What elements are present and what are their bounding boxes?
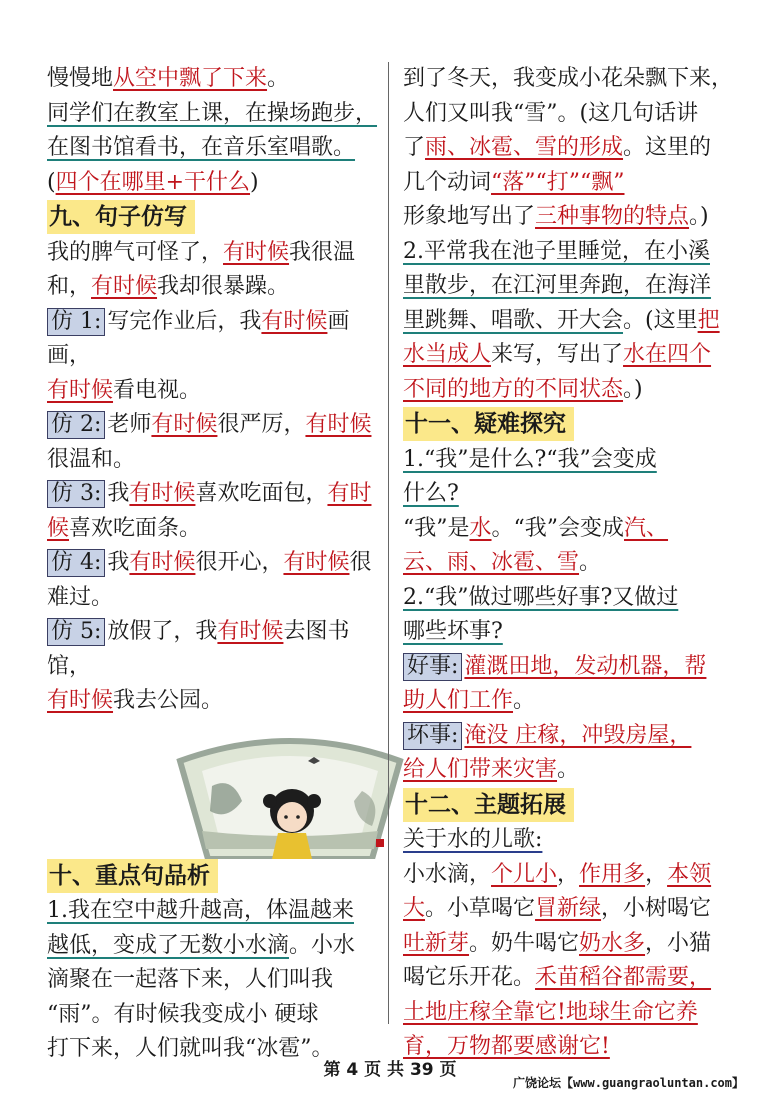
text: 。小草喝它 [425,896,536,921]
text: 来写，写出了 [491,342,624,367]
example-line [47,270,377,305]
text-line [47,929,377,964]
answer: 有时候 [283,550,350,575]
text: 。 [579,550,602,575]
answer: 汽、 [624,515,669,541]
answer: 灌溉田地，发动机器，帮 [464,653,707,679]
answer: 禾苗稻谷都需要， [535,965,712,990]
text: 慢慢地 [47,66,114,91]
answer: 水在四个 [623,342,712,367]
imitation-1 [47,305,377,374]
text-line: 2.平常我在池子里睡觉，在小溪 [403,238,710,264]
answer: 从空中飘了下来 [113,66,268,91]
imitation-tag: 仿 4: [47,549,105,577]
page-number: 第 4 页 共 39 页 [323,1060,457,1080]
text-line [403,338,738,373]
bad-deeds-tag: 坏事: [403,722,462,750]
text: 写完作业后，我 [107,308,262,334]
answer: 三种事物的特点 [535,204,690,229]
answer: 水当成人 [403,342,492,367]
imitation-2-cont: 很温和。 [47,446,136,472]
text: 小水滴， [403,861,492,887]
answer: 本领 [667,861,712,887]
text: 。) [623,376,643,402]
answer: 有时候 [305,412,372,437]
text: ， [557,861,580,887]
imitation-5 [47,615,377,684]
answer: 有时候 [151,412,218,437]
answer: 个儿小 [491,861,558,887]
text: 几个动词 [403,169,492,195]
answer: 作用多 [579,861,646,887]
answer: “落”“打”“飘” [491,169,625,195]
answer: 有时候 [129,550,196,575]
text-line: 在图书馆看书，在音乐室唱歌。 [47,135,356,160]
text: 我的脾气可怪了， [47,239,224,265]
question-line: 2.“我”做过哪些好事?又做过 [403,584,679,610]
imitation-3-cont [47,512,377,547]
text: 。 [267,66,290,91]
section-heading-10: 十、重点句品析 [47,859,218,893]
note-line [47,166,377,201]
song-line: 育，万物都要感谢它! [403,1034,610,1059]
text: 了 [403,135,426,160]
text: 老师 [107,412,152,437]
song-title: 关于水的儿歌: [403,827,543,852]
text: 喜欢吃面条。 [69,515,202,541]
imitation-5-cont [47,684,377,719]
text: 。 [557,757,580,782]
answer: 大 [403,896,426,921]
text: 我去公园 [113,688,202,713]
imitation-4-cont: 难过。 [47,584,114,610]
right-column [403,62,738,1065]
text: 看电视。 [113,377,202,403]
answer: 助人们工作 [403,688,514,713]
column-divider [388,62,389,1024]
imitation-tag: 仿 2: [47,411,105,439]
text: 。) [689,204,709,229]
imitation-tag: 仿 3: [47,480,105,508]
song-line: 土地庄稼全靠它!地球生命它养 [403,999,698,1025]
text: 我 [107,481,130,506]
imitation-1-cont [47,374,377,409]
answer: 吐新芽 [403,930,470,956]
question-line: 哪些坏事? [403,619,503,644]
text: 里跳舞、唱歌、开大会 [403,307,624,333]
answer: 冒新绿 [535,896,602,921]
text: 喜欢吃面包， [195,481,328,506]
bad-deeds-line [403,719,738,754]
answer: 有时 [327,481,372,506]
text: 越低，变成了无数小水滴 [47,932,290,958]
answer: 有时候 [91,274,158,299]
text: 我很温 [289,239,356,265]
text: 很开心， [195,550,284,575]
good-deeds-tag: 好事: [403,653,462,681]
text: 。“我”会变成 [491,515,625,541]
song-line [403,892,738,927]
imitation-tag: 仿 1: [47,308,105,336]
imitation-3 [47,477,377,512]
text: 很严厉， [217,412,306,437]
song-line [403,858,738,893]
good-deeds-line [403,650,738,685]
text-line [403,166,738,201]
text: 喝它乐开花。 [403,965,536,990]
imitation-2 [47,408,377,443]
text: ，小猫 [645,930,712,956]
text-line: 滴聚在一起落下来，人们叫我 [47,967,334,992]
text-line: 人们又叫我“雪”。(这几句话讲 [403,100,699,126]
text: 。小水 [289,932,356,958]
answer: 云、雨、冰雹、雪 [403,550,580,575]
answer: 奶水多 [579,930,646,956]
answer: 四个在哪里+干什么 [55,169,251,195]
section-heading-12: 十二、主题拓展 [403,788,574,822]
text: 。这里的 [623,135,712,160]
text: 。(这里 [623,307,698,333]
text: ， [645,861,668,887]
answer: 把 [697,307,720,333]
answer: 有时候 [223,239,290,265]
text: 放假了，我 [107,619,218,644]
answer: 有时候 [129,481,196,506]
girl-illustration [172,731,408,859]
text: 形象地写出了 [403,204,536,229]
section-heading-9: 九、句子仿写 [47,200,195,234]
text: 我却很暴躁。 [157,274,290,299]
question-line: 什么? [403,481,459,506]
text: ，小树喝它 [601,896,712,921]
text-line: 里散步，在江河里奔跑，在海洋 [403,273,712,298]
text: 去图书馆， [47,619,350,679]
text-line: 1.我在空中越升越高，体温越来 [47,898,354,923]
question-line: 1.“我”是什么?“我”会变成 [403,446,657,472]
text-line: 同学们在教室上课，在操场跑步， [47,100,378,126]
example-line [47,236,377,271]
text: ( [47,169,56,195]
text-line [403,131,738,166]
answer: 淹没 庄稼，冲毁房屋， [464,722,692,748]
song-line [403,927,738,962]
text: ) [250,169,259,195]
text-line: 到了冬天，我变成小花朵飘下来， [403,66,734,91]
imitation-tag: 仿 5: [47,618,105,646]
answer: 雨、冰雹、雪的形成 [425,135,624,160]
text: 画画， [47,308,350,368]
answer: 有时候 [47,377,114,403]
answer: 候 [47,515,70,541]
answer: 有时候 [261,308,328,334]
song-line [403,961,738,996]
imitation-4 [47,546,377,581]
text-line [47,62,377,97]
section-heading-11: 十一、疑难探究 [403,407,574,441]
text: 和， [47,274,92,299]
answer-line [403,512,738,547]
bad-deeds-cont [403,753,738,788]
text-line [403,373,738,408]
answer: 给人们带来灾害 [403,757,558,782]
answer: 有时候 [217,619,284,644]
text: 。 [201,688,224,713]
answer: 不同的地方的不同状态 [403,376,624,402]
site-credit: 广饶论坛【www.guangraoluntan.com】 [513,1076,744,1090]
answer: 有时候 [47,688,114,713]
text: 。 [513,688,536,713]
text: 。奶牛喝它 [469,930,580,956]
text-line: 打下来，人们就叫我“冰雹”。 [47,1036,334,1061]
text-line: “雨”。有时候我变成小 硬球 [47,1001,319,1027]
answer-line [403,546,738,581]
text-line [403,200,738,235]
answer: 水 [469,515,492,541]
good-deeds-cont [403,684,738,719]
text-line [403,304,738,339]
text: 很 [349,550,372,575]
text: 我 [107,550,130,575]
text: “我”是 [403,515,470,541]
left-column [47,62,377,1067]
